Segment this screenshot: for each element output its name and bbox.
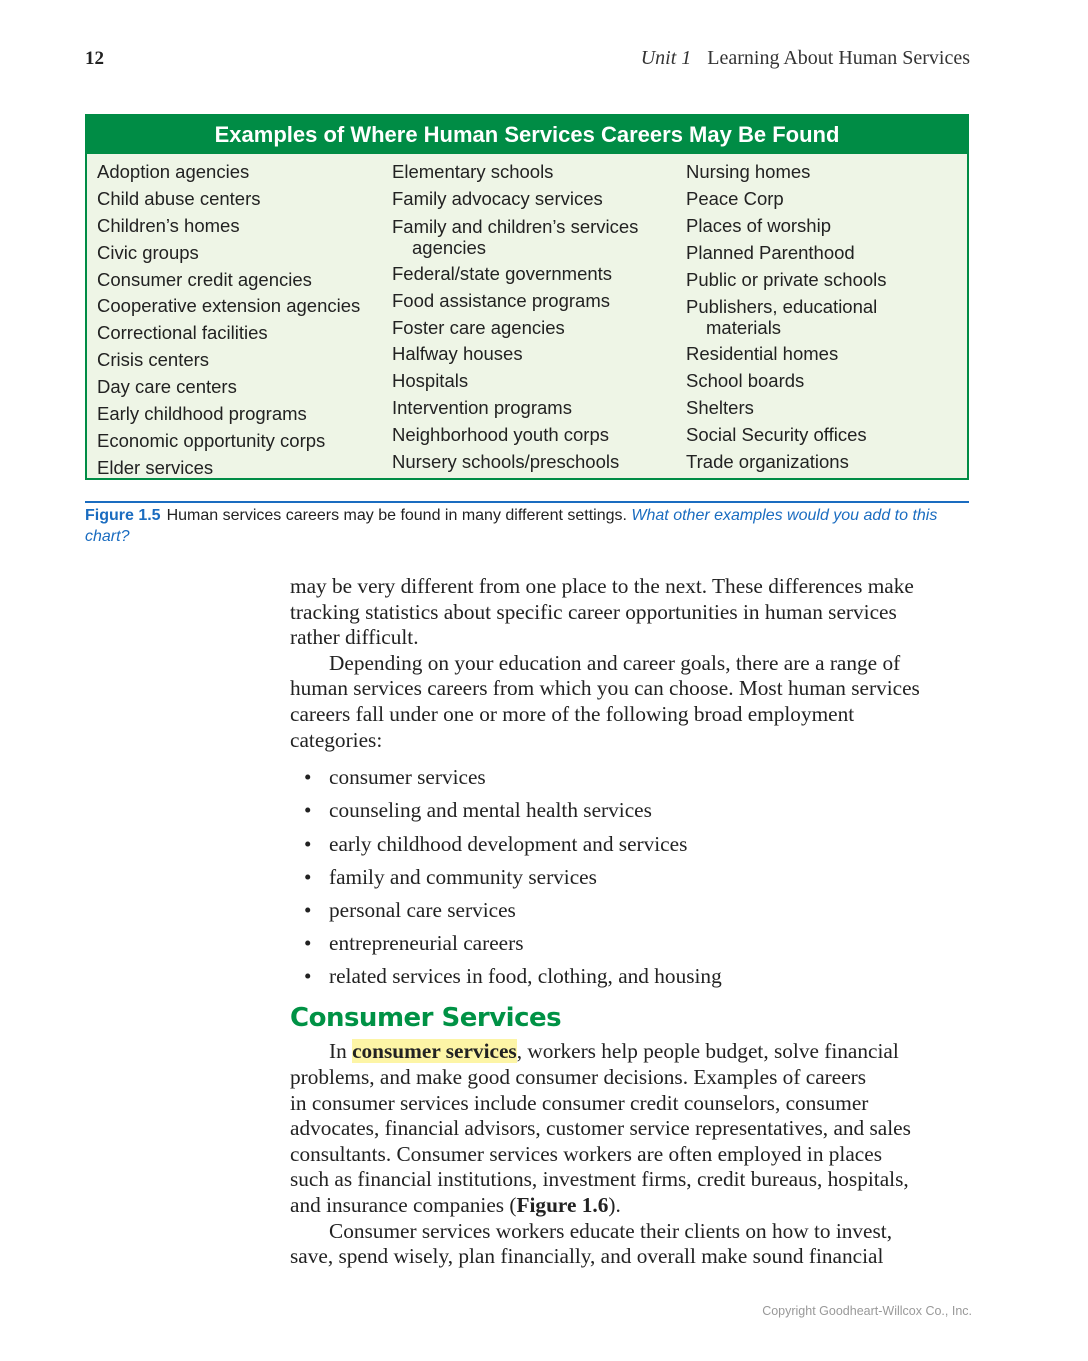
table-item: Public or private schools xyxy=(686,268,887,290)
table-item: Crisis centers xyxy=(97,349,210,371)
figure-label: Figure 1.5 xyxy=(85,507,161,524)
list-item: • family and community services xyxy=(290,861,980,894)
text-line: problems, and make good consumer decisions. Examples of careers xyxy=(290,1065,867,1090)
table-item: Nursing homes xyxy=(686,161,811,182)
text: and insurance companies ( xyxy=(290,1193,517,1218)
table-item: Nursery schools/preschools xyxy=(392,451,620,473)
caption-text: Human services careers may be found in many different settings. xyxy=(166,507,627,524)
table-item: Neighborhood youth corps xyxy=(392,424,610,446)
table-item: Shelters xyxy=(686,397,754,419)
table-item-line: materials xyxy=(706,317,782,339)
text-line: careers fall under one or more of the following broad employment xyxy=(290,701,855,726)
table-item: Residential homes xyxy=(686,343,839,365)
text-line: Consumer services workers educate their clients on how to invest, xyxy=(329,1218,893,1243)
section-heading: Consumer Services xyxy=(290,1003,562,1034)
table-item: Day care centers xyxy=(97,376,237,398)
table-item: Halfway houses xyxy=(392,343,523,365)
table-item: Children’s homes xyxy=(97,214,240,236)
text-line: in consumer services include consumer credit counselors, consumer xyxy=(290,1090,869,1115)
key-term: consumer services xyxy=(352,1039,517,1064)
list-item: • counseling and mental health services xyxy=(290,794,980,827)
paragraph xyxy=(290,574,980,651)
table-item: Correctional facilities xyxy=(97,322,268,344)
table-item: Family advocacy services xyxy=(392,187,603,209)
text-line: human services careers from which you can choose. Most human services xyxy=(290,676,920,701)
copyright: Copyright Goodheart-Willcox Co., Inc. xyxy=(762,1304,972,1318)
table-item: Consumer credit agencies xyxy=(97,268,312,290)
caption-question: What other examples would you add to this chart? xyxy=(85,507,938,545)
table-item-line: agencies xyxy=(412,236,487,258)
text-line: Depending on your education and career goals, there are a range of xyxy=(329,650,901,675)
list-item: • personal care services xyxy=(290,894,980,927)
list-item: • consumer services xyxy=(290,761,980,794)
text-line: may be very different from one place to the next. These differences make xyxy=(290,574,914,598)
table-item xyxy=(392,213,638,261)
table-item: Child abuse centers xyxy=(97,187,261,209)
table-item: Planned Parenthood xyxy=(686,241,855,263)
chapter-title: Learning About Human Services xyxy=(707,47,970,69)
table-item: Social Security offices xyxy=(686,424,867,446)
table-item: Early childhood programs xyxy=(97,403,307,425)
figure-caption xyxy=(85,505,969,547)
table-title: Examples of Where Human Services Careers May Be Found xyxy=(85,114,969,154)
running-header xyxy=(641,47,970,70)
table-item: Places of worship xyxy=(686,214,831,236)
table-item: Hospitals xyxy=(392,370,469,392)
list-item: • entrepreneurial careers xyxy=(290,927,980,960)
text-line: such as financial institutions, investment firms, credit bureaus, hospitals, xyxy=(290,1167,909,1192)
table-item: Food assistance programs xyxy=(392,289,610,311)
list-item: • related services in food, clothing, and housing xyxy=(290,960,980,993)
table-item: Adoption agencies xyxy=(97,161,250,182)
paragraph xyxy=(290,651,980,753)
table-item: Cooperative extension agencies xyxy=(97,295,361,317)
table-item-line: Family and children’s services xyxy=(392,215,639,237)
table-item: Civic groups xyxy=(97,241,199,263)
examples-table xyxy=(85,114,969,480)
table-column-3 xyxy=(686,159,887,476)
text-line: categories: xyxy=(290,727,383,752)
text-line: save, spend wisely, plan financially, and overall make sound financial xyxy=(290,1244,884,1269)
table-item: Elder services xyxy=(97,456,214,478)
paragraph xyxy=(290,1039,980,1218)
text-line: consultants. Consumer services workers are often employed in places xyxy=(290,1141,882,1166)
table-item: Intervention programs xyxy=(392,397,572,419)
page-number: 12 xyxy=(85,48,104,69)
table-column-1 xyxy=(97,159,360,482)
table-item: Foster care agencies xyxy=(392,316,565,338)
text-line: rather difficult. xyxy=(290,625,419,650)
caption-rule xyxy=(85,501,969,503)
table-item: Economic opportunity corps xyxy=(97,429,326,451)
category-list xyxy=(290,761,980,993)
text: , workers help people budget, solve financial xyxy=(516,1039,899,1064)
figure-reference[interactable]: Figure 1.6 xyxy=(516,1193,609,1218)
text: In xyxy=(329,1039,353,1064)
text: ). xyxy=(608,1193,621,1218)
table-item-line: Publishers, educational xyxy=(686,296,878,318)
table-item: Elementary schools xyxy=(392,161,554,182)
text-line: advocates, financial advisors, customer service representatives, and sales xyxy=(290,1116,911,1141)
table-item: Peace Corp xyxy=(686,187,784,209)
table-item: Trade organizations xyxy=(686,451,849,473)
paragraph xyxy=(290,1219,980,1270)
body-text xyxy=(290,574,980,1270)
unit-label: Unit 1 xyxy=(640,47,692,69)
table-item xyxy=(686,293,887,341)
text-line: tracking statistics about specific career opportunities in human services xyxy=(290,599,897,624)
table-item: Federal/state governments xyxy=(392,262,613,284)
table-column-2 xyxy=(392,159,638,476)
table-item: School boards xyxy=(686,370,805,392)
list-item: • early childhood development and services xyxy=(290,828,980,861)
